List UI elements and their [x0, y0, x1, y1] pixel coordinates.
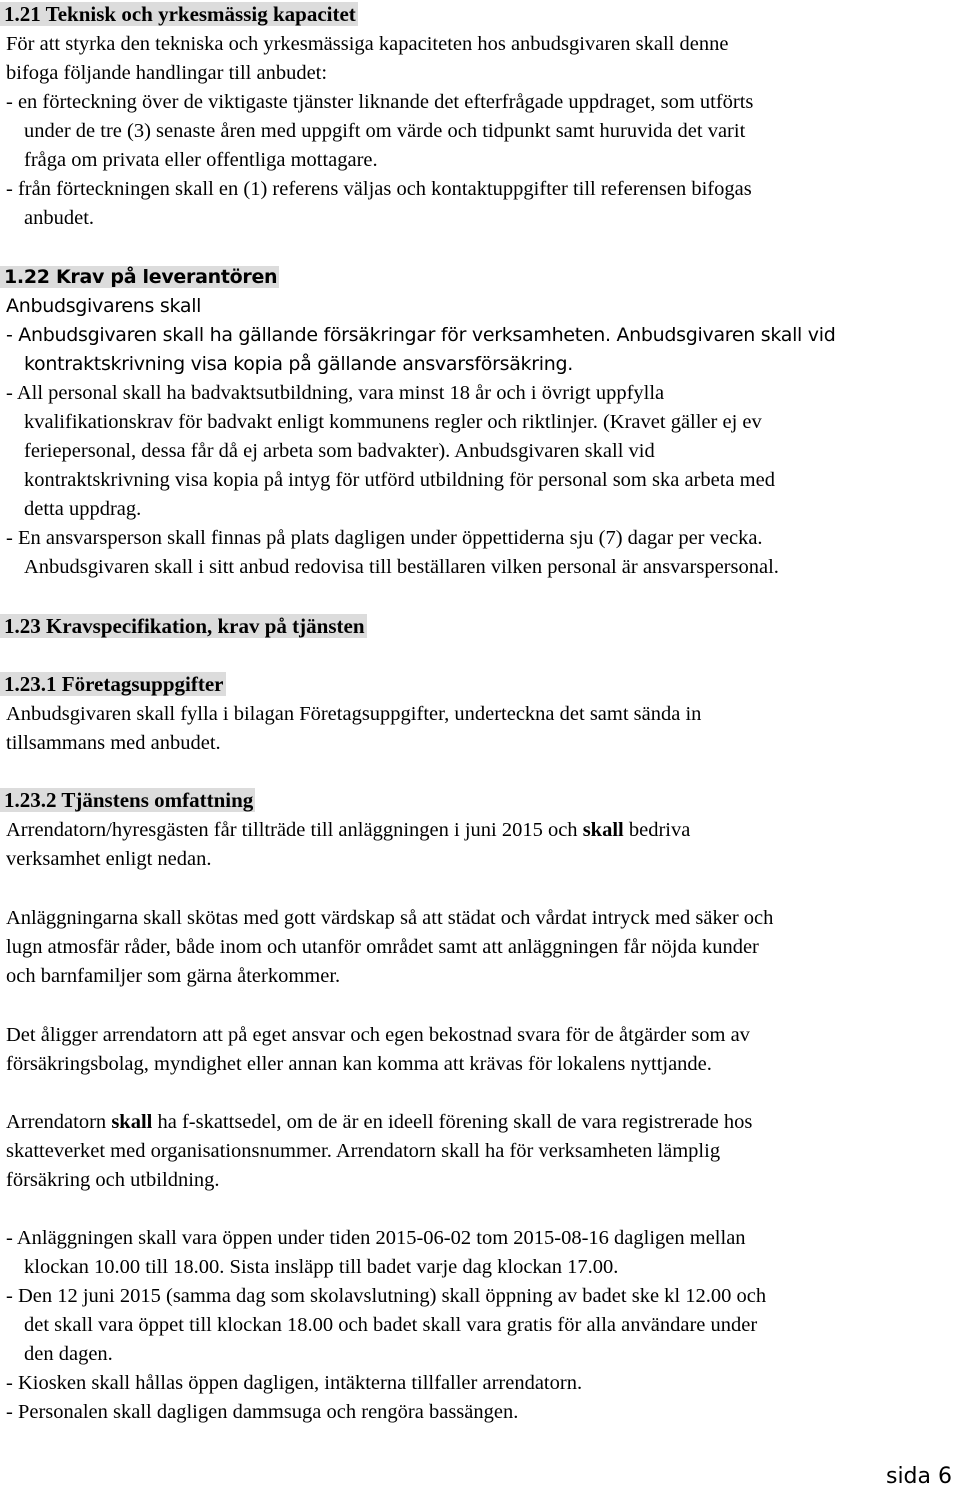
- list-item: - från förteckningen skall en (1) referens väljas och kontaktuppgifter till referensen bifogas: [6, 178, 752, 200]
- text-line: under de tre (3) senaste åren med uppgift om värde och tidpunkt samt huruvida det varit: [24, 120, 746, 142]
- text-line: detta uppdrag.: [24, 498, 142, 520]
- text-line: skatteverket med organisationsnummer. Arrendatorn skall ha för verksamheten lämplig: [6, 1140, 721, 1162]
- bold-text: skall: [582, 819, 624, 841]
- list-item: - En ansvarsperson skall finnas på plats dagligen under öppettiderna sju (7) dagar per vecka.: [6, 527, 763, 549]
- text-line: kontraktskrivning visa kopia på gällande ansvarsförsäkring.: [24, 353, 573, 375]
- text-line: Anbudsgivarens skall: [6, 295, 202, 317]
- list-item: - Personalen skall dagligen dammsuga och rengöra bassängen.: [6, 1401, 519, 1423]
- list-item: - Anläggningen skall vara öppen under tiden 2015-06-02 tom 2015-08-16 dagligen mellan: [6, 1227, 746, 1249]
- text-line: Arrendatorn/hyresgästen får tillträde till anläggningen i juni 2015 och skall bedriva: [6, 819, 691, 841]
- bold-text: skall: [111, 1111, 153, 1133]
- section-heading-1-22: 1.22 Krav på leverantören: [0, 263, 279, 292]
- text-line: feriepersonal, dessa får då ej arbeta som badvakter). Anbudsgivaren skall vid: [24, 440, 655, 462]
- text-line: lugn atmosfär råder, både inom och utanför området samt att anläggningen får nöjda kunder: [6, 936, 759, 958]
- section-heading-1-23-2: 1.23.2 Tjänstens omfattning: [0, 787, 255, 816]
- text-line: försäkringsbolag, myndighet eller annan kan komma att krävas för lokalens nyttjande.: [6, 1053, 712, 1075]
- text-line: För att styrka den tekniska och yrkesmässiga kapaciteten hos anbudsgivaren skall denne: [6, 33, 729, 55]
- list-item: - Den 12 juni 2015 (samma dag som skolavslutning) skall öppning av badet ske kl 12.00 och: [6, 1285, 767, 1307]
- text-line: klockan 10.00 till 18.00. Sista insläpp till badet varje dag klockan 17.00.: [24, 1256, 619, 1278]
- text-line: det skall vara öppet till klockan 18.00 och badet skall vara gratis för alla användare under: [24, 1314, 758, 1336]
- text-line: Det åligger arrendatorn att på eget ansvar och egen bekostnad svara för de åtgärder som av: [6, 1024, 750, 1046]
- text-line: Arrendatorn skall ha f-skattsedel, om de är en ideell förening skall de vara registrerade hos: [6, 1111, 753, 1133]
- section-heading-1-21: 1.21 Teknisk och yrkesmässig kapacitet: [0, 1, 358, 30]
- text-line: den dagen.: [24, 1343, 113, 1365]
- list-item: - Anbudsgivaren skall ha gällande försäkringar för verksamheten. Anbudsgivaren skall vid: [6, 324, 836, 346]
- list-item: - All personal skall ha badvaktsutbildning, vara minst 18 år och i övrigt uppfylla: [6, 382, 665, 404]
- text-line: fråga om privata eller offentliga mottagare.: [24, 149, 378, 171]
- text-line: bifoga följande handlingar till anbudet:: [6, 62, 328, 84]
- text-line: anbudet.: [24, 207, 95, 229]
- text-line: och barnfamiljer som gärna återkommer.: [6, 965, 341, 987]
- section-heading-1-23-1: 1.23.1 Företagsuppgifter: [0, 671, 226, 700]
- text-line: kontraktskrivning visa kopia på intyg för utförd utbildning för personal som ska arbeta med: [24, 469, 775, 491]
- list-item: - Kiosken skall hållas öppen dagligen, intäkterna tillfaller arrendatorn.: [6, 1372, 583, 1394]
- text-line: Anbudsgivaren skall i sitt anbud redovisa till beställaren vilken personal är ansvarspersonal.: [24, 556, 779, 578]
- text-line: kvalifikationskrav för badvakt enligt kommunens regler och riktlinjer. (Kravet gäller ej ev: [24, 411, 762, 433]
- text-line: Anbudsgivaren skall fylla i bilagan Företagsuppgifter, underteckna det samt sända in: [6, 703, 702, 725]
- page-number: sida 6: [885, 1464, 952, 1489]
- text-line: verksamhet enligt nedan.: [6, 848, 212, 870]
- text-line: försäkring och utbildning.: [6, 1169, 220, 1191]
- text-line: Anläggningarna skall skötas med gott värdskap så att städat och vårdat intryck med säker och: [6, 907, 774, 929]
- text-line: tillsammans med anbudet.: [6, 732, 221, 754]
- list-item: - en förteckning över de viktigaste tjänster liknande det efterfrågade uppdraget, som utförts: [6, 91, 754, 113]
- section-heading-1-23: 1.23 Kravspecifikation, krav på tjänsten: [0, 613, 367, 642]
